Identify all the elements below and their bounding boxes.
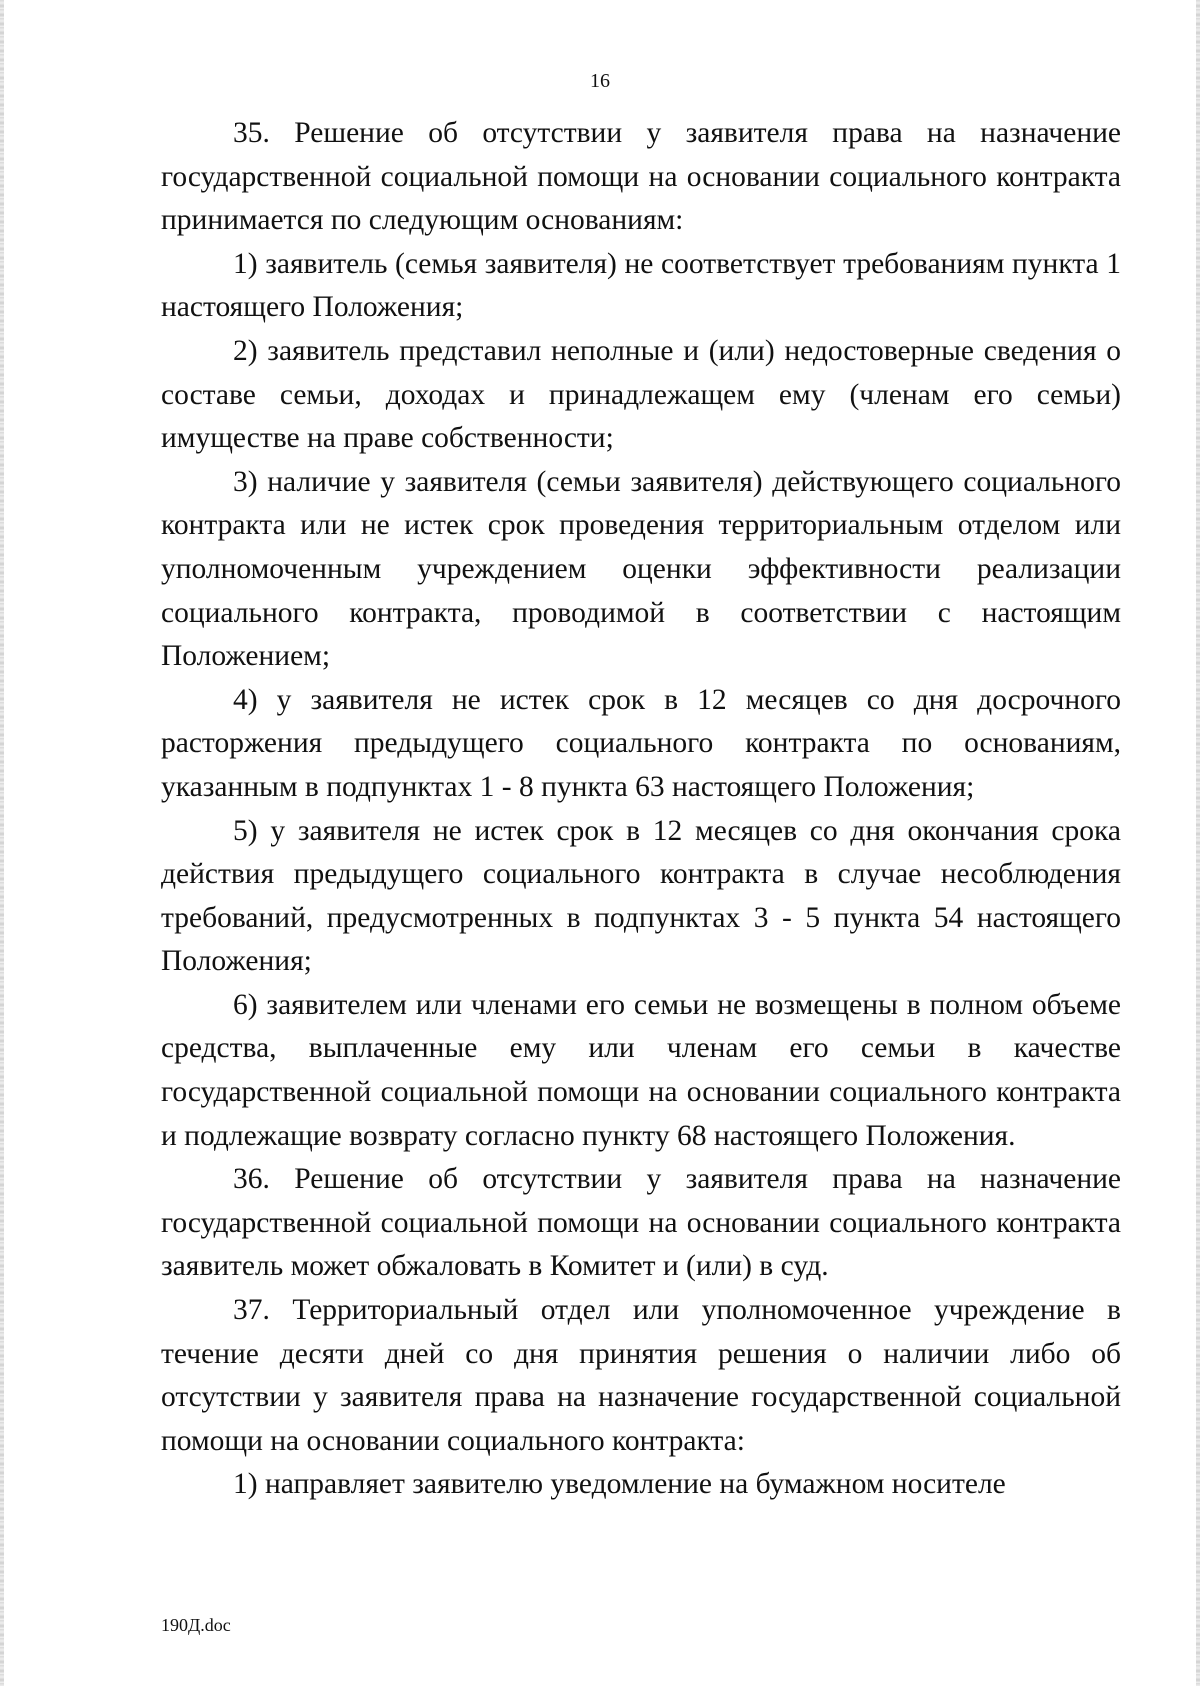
document-body [161, 112, 1121, 1507]
paragraph-35-item-6: 6) заявителем или членами его семьи не возмещены в полном объеме средства, выплаченные ему или членам его семьи в качестве государственной социальной помощи на основании социального контракта и подлежащие возврату согласно пункту 68 настоящего Положения. [161, 988, 1121, 1152]
document-file-name: 190Д.doc [161, 1615, 231, 1635]
paragraph-36: 36. Решение об отсутствии у заявителя права на назначение государственной социальной помощи на основании социального контракта заявитель может обжаловать в Комитет и (или) в суд. [161, 1163, 1121, 1283]
scan-edge-left [0, 0, 4, 1686]
paragraph-37-item-1: 1) направляет заявителю уведомление на бумажном носителе [233, 1468, 1006, 1501]
paragraph-35-item-3: 3) наличие у заявителя (семьи заявителя) действующего социального контракта или не истек срок проведения территориальным отделом или уполномоченным учреждением оценки эффективности реализации социального контракта, проводимой в соответствии с настоящим Положением; [161, 465, 1121, 673]
scan-edge-right [1196, 0, 1200, 1686]
paragraph-35-item-4: 4) у заявителя не истек срок в 12 месяцев со дня досрочного расторжения предыдущего социального контракта по основаниям, указанным в подпунктах 1 - 8 пункта 63 настоящего Положения; [161, 683, 1121, 803]
paragraph-35-item-5: 5) у заявителя не истек срок в 12 месяцев со дня окончания срока действия предыдущего социального контракта в случае несоблюдения требований, предусмотренных в подпунктах 3 - 5 пункта 54 настоящего Положения; [161, 814, 1121, 978]
paragraph-35-item-1: 1) заявитель (семья заявителя) не соответствует требованиям пункта 1 настоящего Положения; [161, 247, 1121, 324]
page-number: 16 [590, 70, 610, 92]
paragraph-35-item-2: 2) заявитель представил неполные и (или) недостоверные сведения о составе семьи, доходах и принадлежащем ему (членам его семьи) имуществе на праве собственности; [161, 334, 1121, 455]
paragraph-35: 35. Решение об отсутствии у заявителя права на назначение государственной социальной помощи на основании социального контракта принимается по следующим основаниям: [161, 117, 1121, 237]
paragraph-37: 37. Территориальный отдел или уполномоченное учреждение в течение десяти дней со дня принятия решения о наличии либо об отсутствии у заявителя права на назначение государственной социальной помощи на основании социального контракта: [161, 1294, 1121, 1457]
